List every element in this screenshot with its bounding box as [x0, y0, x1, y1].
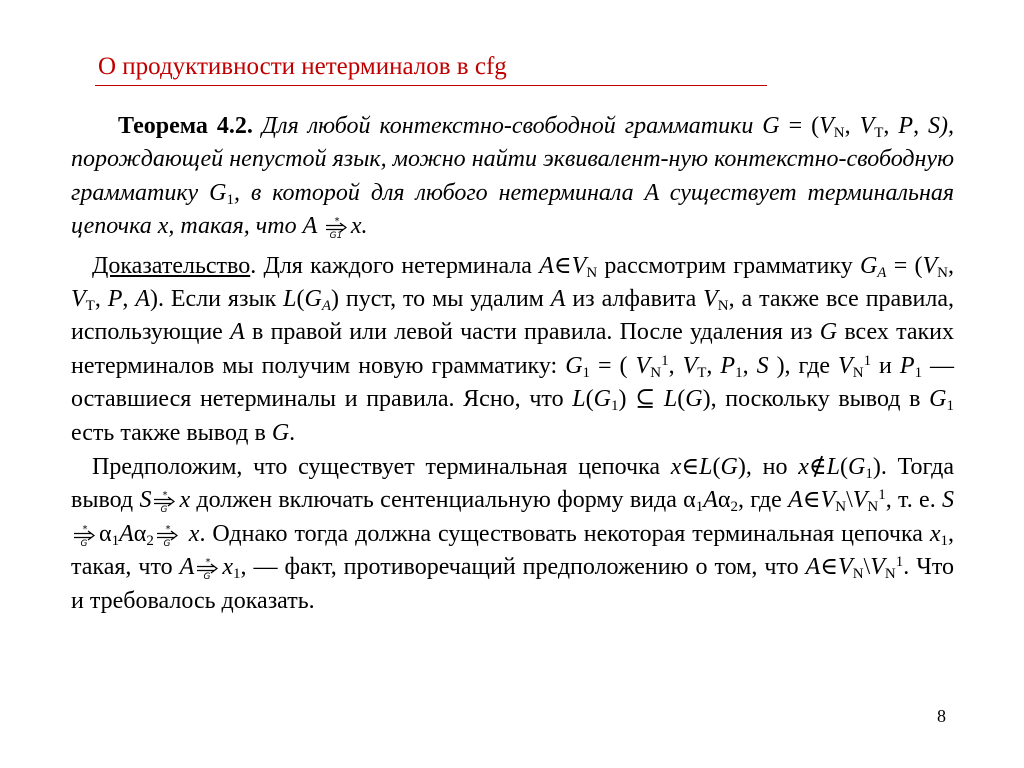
arrow-star: *	[82, 523, 88, 535]
slide-body	[71, 110, 954, 618]
arrow-grammar-label: G1	[329, 231, 343, 239]
slide-title: О продуктивности нетерминалов в cfg	[98, 53, 507, 80]
title-underline	[95, 85, 767, 86]
derives-star-g-arrow	[152, 490, 178, 512]
page-number: 8	[937, 706, 946, 726]
theorem-label: Теорема 4.2.	[118, 113, 253, 139]
conclusion-paragraph: Предположим, что существует терминальная цепочка x∈L(G), но $x\notin L(G_1)$. Тогда вывод S * G x должен включать сентенциальную форму вида $\alpha_1A\alpha_2$, где $A\in V_N\backslash V_N^1$, т. е. S * G $\alpha_1A\alpha_2$ * G x. Однако тогда должна существовать некоторая терминальная цепочка $x_1$, такая, что A * G $x_1$, — факт, противоречащий предположению о том, что $A\in V_N\backslash V_N^1$. Что и требовалось доказать.	[71, 454, 954, 614]
arrow-star: *	[334, 216, 340, 228]
arrow-grammar-label: G	[203, 572, 211, 580]
arrow-star: *	[165, 523, 171, 535]
arrow-star: *	[205, 557, 211, 569]
arrow-grammar-label: G	[163, 538, 171, 546]
derives-star-g-arrow	[72, 524, 98, 546]
proof-label: Доказательство	[92, 252, 251, 279]
derives-star-g-arrow	[195, 557, 221, 579]
arrow-grammar-label: G	[80, 538, 88, 546]
arrow-star: *	[162, 490, 168, 502]
theorem-paragraph: Теорема 4.2. Для любой контекстно-свободной грамматики $G = (V_N$, $V_T$, P, S), порождающей непустой язык, можно найти эквивалент-ную контекстно-свободную грамматику $G_1$, в которой для любого нетерминала A существует терминальная цепочка x, такая, что A * G1 x.	[71, 113, 955, 240]
derives-star-g-arrow	[155, 524, 181, 546]
proof-paragraph: Доказательство. Для каждого нетерминала $A\in V_N$ рассмотрим грамматику $G_A = (V_N$, $V_T$, P, A). Если язык $L(G_A)$ пуст, то мы удалим A из алфавита $V_N$, а также все правила, использующие A в правой или левой части правила. После удаления из G всех таких нетерминалов мы получим новую грамматику: $G_1$ = ( $V_N^1$, $V_T$, $P_1$, S ), где $V_N^1$ и $P_1$ — оставшиеся нетерминалы и правила. Ясно, что $L(G_1)$ ⊆ L(G), поскольку вывод в $G_1$ есть также вывод в G.	[71, 252, 955, 446]
derives-star-g1-arrow	[324, 216, 350, 238]
arrow-grammar-label: G	[160, 505, 168, 513]
